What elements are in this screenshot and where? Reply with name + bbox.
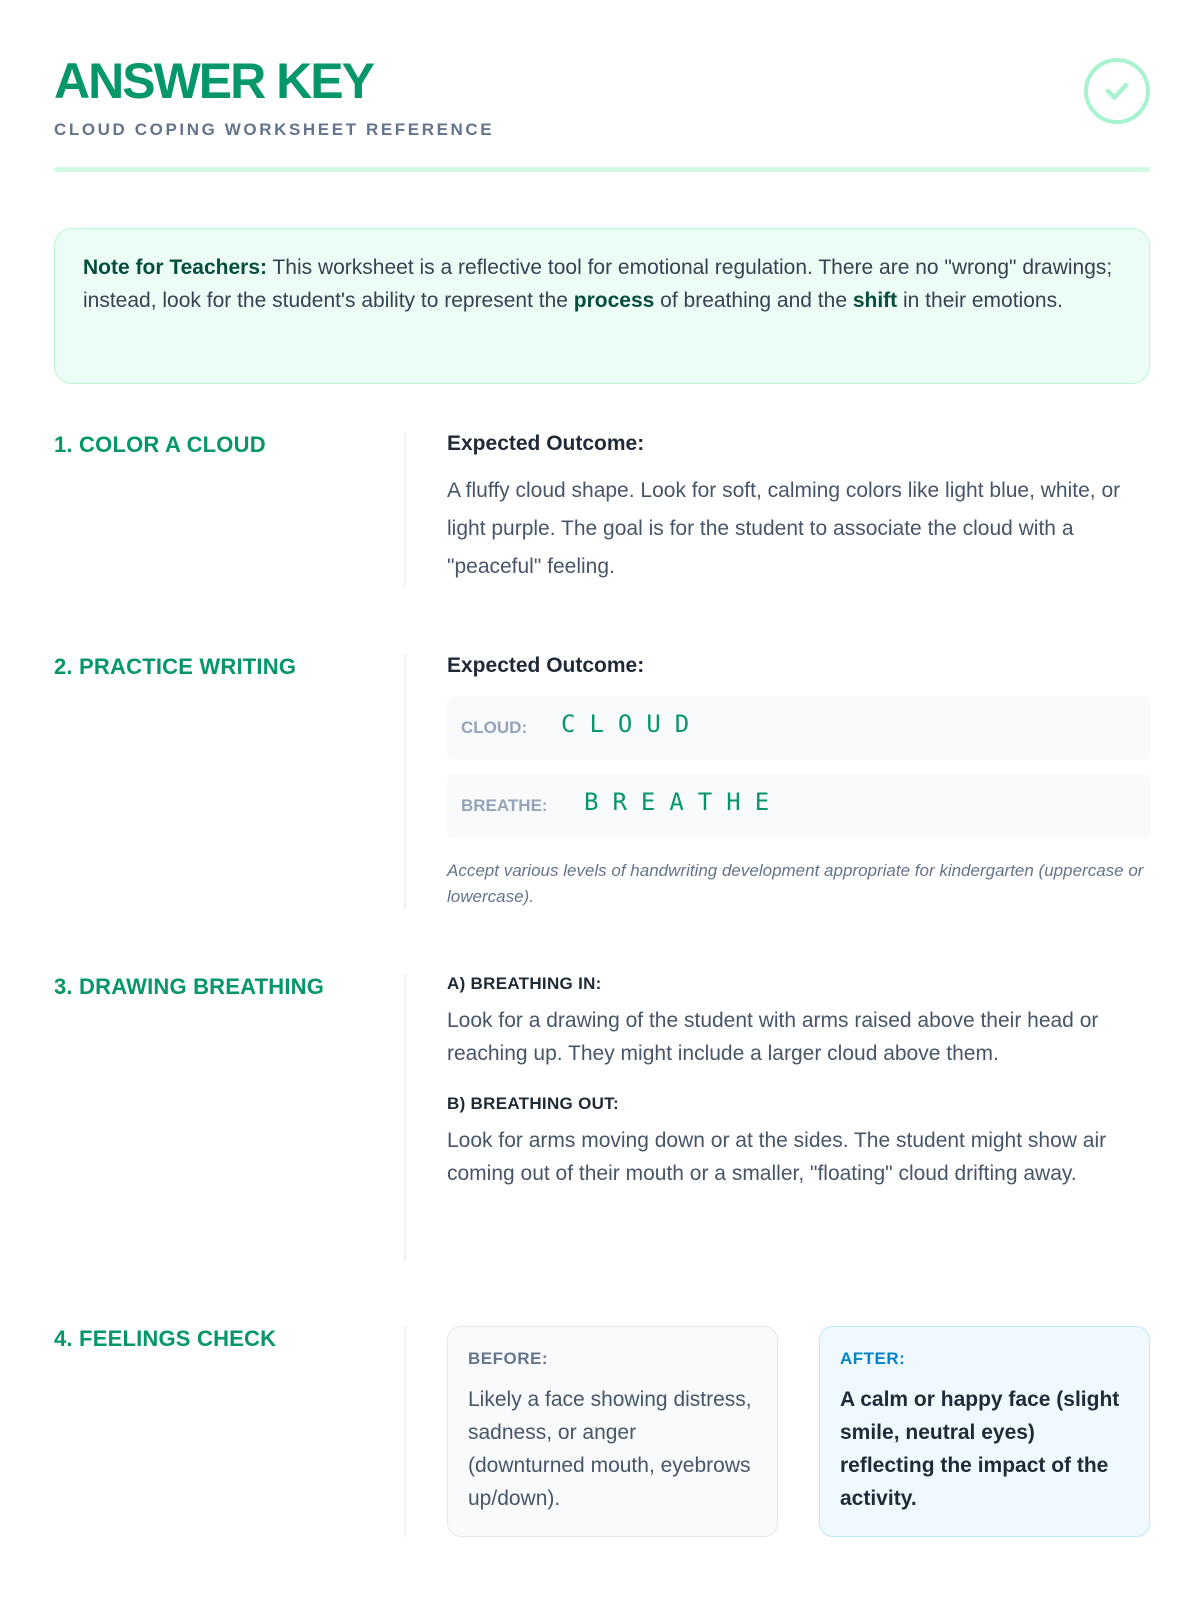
expected-outcome-label: Expected Outcome: [447,432,645,455]
check-circle-icon [1084,58,1150,124]
page-title: ANSWER KEY [54,53,373,109]
word-value: BREATHE [584,788,784,816]
word-value: CLOUD [561,710,704,738]
section-divider [404,1326,406,1537]
breathing-out-text: Look for arms moving down or at the sides. The student might show air coming out of their mouth or a smaller, "floating" cloud drifting away. [447,1129,1107,1185]
feelings-before-card [447,1326,778,1537]
section-practice-writing [54,654,1150,910]
section-divider [404,974,406,1262]
breathing-in-text: Look for a drawing of the student with arms raised above their head or reaching up. They might include a larger cloud above them. [447,1009,1099,1065]
feelings-after-label: AFTER: [840,1349,906,1368]
section-content [447,432,1150,586]
page-header [54,50,1150,170]
expected-outcome-label: Expected Outcome: [447,654,645,677]
teacher-note-text: in their emotions. [897,289,1063,312]
expected-outcome-text: A fluffy cloud shape. Look for soft, calming colors like light blue, white, or light purple. The goal is for the student to associate the cloud with a "peaceful" feeling. [447,479,1121,578]
feelings-before-text: Likely a face showing distress, sadness, or anger (downturned mouth, eyebrows up/down). [468,1388,752,1510]
teacher-note-emphasis-process: process [573,289,655,312]
section-label: 3. DRAWING BREATHING [54,974,325,999]
word-practice-breathe [447,774,1150,838]
handwriting-note: Accept various levels of handwriting development appropriate for kindergarten (uppercase or lowercase). [447,861,1144,906]
header-divider [54,167,1150,172]
teacher-note-emphasis-shift: shift [852,289,898,312]
section-label: 1. COLOR A CLOUD [54,432,266,457]
page-subtitle: CLOUD COPING WORKSHEET REFERENCE [54,120,495,139]
section-content [447,654,1150,910]
breathing-in-label: A) BREATHING IN: [447,974,602,993]
section-content [447,974,1150,1190]
teacher-note [54,228,1150,384]
check-icon [1102,76,1132,106]
section-color-cloud [54,432,1150,587]
section-divider [404,432,406,587]
word-key: CLOUD: [461,718,528,737]
feelings-before-label: BEFORE: [468,1349,548,1368]
teacher-note-text: of breathing and the [654,289,853,312]
section-feelings-check [54,1326,1150,1537]
feelings-after-card [819,1326,1150,1537]
teacher-note-lead: Note for Teachers: [83,256,267,279]
word-practice-cloud [447,696,1150,760]
word-key: BREATHE: [461,796,548,815]
feelings-after-text: A calm or happy face (slight smile, neutral eyes) reflecting the impact of the activity. [840,1388,1120,1510]
section-drawing-breathing [54,974,1150,1262]
section-divider [404,654,406,910]
section-label: 2. PRACTICE WRITING [54,654,297,679]
breathing-out-label: B) BREATHING OUT: [447,1094,619,1113]
section-label: 4. FEELINGS CHECK [54,1326,277,1351]
teacher-note-text: This worksheet is a reflective tool for emotional regulation. There are no "wrong" drawings; instead, look for the student's ability to represent the [83,256,1113,312]
